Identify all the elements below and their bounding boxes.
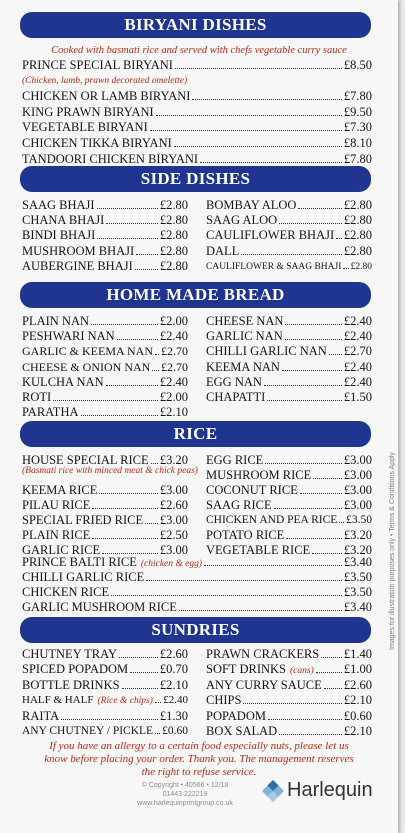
item-price: £3.00: [159, 483, 188, 497]
menu-item: [22, 136, 372, 151]
dot-leader: [321, 648, 342, 658]
menu-item: [22, 724, 188, 737]
menu-item: [206, 647, 372, 662]
item-price: £2.40: [343, 329, 372, 344]
menu-item: [206, 483, 372, 498]
item-name: BINDI BHAJI: [22, 228, 96, 243]
item-name: CAULIFLOWER & SAAG BHAJI: [206, 261, 342, 272]
item-name: CHANA BHAJI: [22, 213, 105, 228]
item-price: £2.40: [343, 314, 372, 328]
menu-item: [206, 678, 372, 693]
dot-leader: [122, 679, 158, 689]
rice-heading: RICE: [20, 421, 371, 447]
dot-leader: [92, 529, 157, 539]
item-name: KEEMA RICE: [22, 483, 98, 497]
item-name: ANY CURRY SAUCE: [206, 677, 322, 692]
item-name: CHICKEN TIKKA BIRYANI: [22, 136, 172, 150]
item-name: POTATO RICE: [206, 528, 285, 542]
dot-leader: [192, 90, 341, 100]
dot-leader: [339, 513, 344, 523]
menu-item: [206, 662, 372, 677]
item-price: £2.40: [159, 374, 188, 389]
menu-item: [206, 360, 372, 375]
item-name: SAAG RICE: [206, 498, 272, 512]
dot-leader: [279, 725, 342, 735]
dot-leader: [130, 663, 158, 673]
dot-leader: [316, 663, 342, 673]
dot-leader: [97, 229, 158, 239]
dot-leader: [119, 648, 158, 658]
item-price: £2.80: [159, 228, 188, 243]
item-name: PARATHA: [22, 405, 79, 420]
item-name: MUSHROOM BHAJI: [22, 243, 135, 258]
menu-item: [22, 600, 372, 615]
item-name: EGG RICE: [206, 453, 264, 467]
dot-leader: [175, 59, 342, 69]
menu-item: [22, 678, 188, 693]
item-price: £2.40: [343, 359, 372, 374]
item-price: £2.80: [343, 243, 372, 258]
dot-leader: [241, 245, 342, 255]
menu-item: [206, 390, 372, 405]
dot-leader: [155, 693, 161, 703]
menu-item: [206, 375, 372, 390]
item-price: £1.30: [159, 708, 188, 723]
menu-item: [22, 555, 372, 570]
item-price: £3.40: [343, 555, 372, 569]
item-price: £2.60: [343, 677, 372, 692]
item-name: PESHWARI NAN: [22, 329, 115, 344]
item-price: £7.80: [343, 89, 372, 104]
item-name: PRINCE SPECIAL BIRYANI: [22, 58, 173, 72]
item-note: (Rice & chips): [97, 696, 153, 707]
item-name: PRINCE BALTI RICE: [22, 555, 137, 569]
item-price: £2.40: [163, 694, 188, 707]
brand-name: Harlequin: [287, 779, 373, 801]
dot-leader: [279, 214, 342, 224]
dot-leader: [146, 571, 342, 581]
menu-item: [206, 468, 372, 483]
item-price: £3.20: [159, 453, 188, 467]
dot-leader: [329, 345, 342, 355]
item-name: SPECIAL FRIED RICE: [22, 513, 144, 527]
item-name: CHEESE NAN: [206, 314, 284, 328]
allergy-notice: If you have an allergy to a certain food especially nuts, please let us know before placing your order. Thank you. The management reserves the right to refuse service.: [44, 740, 354, 778]
house-rice-note: (Basmati rice with minced meat & chick peas): [22, 466, 198, 476]
item-name: MUSHROOM RICE: [206, 468, 312, 482]
item-price: £2.80: [343, 198, 372, 212]
item-name: EGG NAN: [206, 374, 262, 389]
item-price: £2.80: [159, 258, 188, 273]
item-name: BOMBAY ALOO: [206, 198, 297, 212]
item-price: £3.00: [343, 453, 372, 467]
menu-item: [206, 344, 372, 359]
item-price: £3.00: [159, 543, 188, 557]
menu-item: [206, 709, 372, 724]
menu-item: [22, 483, 188, 498]
item-price: £3.40: [343, 600, 372, 614]
dot-leader: [145, 514, 158, 524]
menu-item: [22, 709, 188, 724]
item-name: POPADOM: [206, 708, 266, 723]
sundries-heading: SUNDRIES: [20, 617, 371, 643]
menu-item: [22, 585, 372, 600]
dot-leader: [81, 406, 158, 416]
item-name: BOTTLE DRINKS: [22, 677, 120, 692]
item-note: (chicken & egg): [140, 559, 203, 569]
item-price: £2.80: [159, 198, 188, 212]
item-name: CHICKEN OR LAMB BIRYANI: [22, 89, 191, 104]
item-price: £0.70: [159, 662, 188, 677]
menu-item: [22, 329, 188, 344]
item-price: £2.70: [161, 359, 188, 374]
dot-leader: [282, 361, 342, 371]
dot-leader: [268, 710, 342, 720]
item-name: HALF & HALF: [22, 694, 94, 707]
item-price: £8.10: [343, 136, 372, 150]
dot-leader: [61, 710, 158, 720]
item-name: CHAPATTI: [206, 390, 266, 404]
item-name: SAAG ALOO: [206, 213, 278, 228]
item-price: £2.40: [159, 329, 188, 344]
dot-leader: [106, 376, 158, 386]
menu-item: [22, 528, 188, 543]
item-price: £7.80: [343, 151, 372, 166]
menu-item: [22, 120, 372, 135]
item-name: GARLIC & KEEMA NAN: [22, 344, 153, 359]
item-name: CHIPS: [206, 693, 242, 708]
dot-leader: [179, 601, 342, 611]
menu-item: [22, 259, 188, 274]
item-price: £1.00: [343, 662, 372, 677]
dot-leader: [117, 330, 158, 340]
dot-leader: [285, 330, 342, 340]
item-price: £2.60: [159, 498, 188, 512]
dot-leader: [274, 499, 342, 509]
item-price: £3.50: [346, 514, 372, 526]
item-price: £2.00: [159, 390, 188, 404]
item-name: PRAWN CRACKERS: [206, 647, 320, 661]
menu-item: [22, 58, 372, 73]
item-price: £2.00: [159, 314, 188, 328]
item-name: CHICKEN RICE: [22, 585, 110, 599]
item-name: ROTI: [22, 390, 52, 404]
item-price: £3.00: [343, 468, 372, 482]
menu-item: [206, 259, 372, 272]
item-price: £3.00: [343, 498, 372, 512]
menu-item: [22, 498, 188, 513]
dot-leader: [264, 376, 342, 386]
menu-item: [22, 152, 372, 167]
menu-item: [206, 498, 372, 513]
item-name: GARLIC MUSHROOM RICE: [22, 600, 177, 614]
biryani-heading: BIRYANI DISHES: [20, 12, 371, 38]
item-name: PILAU RICE: [22, 498, 91, 512]
item-name: SAAG BHAJI: [22, 198, 95, 212]
dot-leader: [267, 391, 342, 401]
item-price: £8.50: [343, 58, 372, 72]
item-name: GARLIC NAN: [206, 329, 283, 344]
item-name: SPICED POPADOM: [22, 662, 129, 677]
item-name: KEEMA NAN: [206, 359, 280, 374]
item-price: £3.20: [343, 528, 372, 542]
footer-phone: 01443 222219: [162, 791, 208, 798]
menu-item: [206, 693, 372, 708]
item-name: CAULIFLOWER BHAJI: [206, 228, 335, 243]
item-name: SOFT DRINKS: [206, 662, 286, 677]
menu-item: [206, 528, 372, 543]
item-name: BOX SALAD: [206, 724, 278, 738]
menu-item: [206, 244, 372, 259]
menu-item: [206, 453, 372, 468]
dot-leader: [174, 137, 342, 147]
menu-item: [22, 405, 188, 420]
dot-leader: [343, 259, 348, 269]
item-name: RAITA: [22, 708, 60, 723]
dot-leader: [156, 106, 342, 116]
dot-leader: [97, 199, 158, 209]
menu-item: [206, 329, 372, 344]
item-price: £2.70: [161, 344, 188, 359]
item-price: £2.10: [159, 677, 188, 692]
item-name: ANY CHUTNEY / PICKLE: [22, 725, 154, 737]
dot-leader: [151, 454, 158, 464]
menu-item: [206, 724, 372, 739]
item-price: £2.80: [343, 213, 372, 228]
footer-copyright: © Copyright • 40566 • 12/18: [141, 782, 229, 789]
disclaimer-vertical: Images for illustration purposes only • Terms & Conditions Apply: [389, 451, 396, 650]
dot-leader: [324, 679, 342, 689]
menu-item: [22, 89, 372, 104]
menu-item: [206, 314, 372, 329]
item-name: PLAIN RICE: [22, 528, 91, 542]
item-price: £2.60: [159, 647, 188, 661]
item-price: £3.50: [343, 585, 372, 599]
item-name: PLAIN NAN: [22, 314, 90, 328]
item-name: HOUSE SPECIAL RICE: [22, 453, 149, 467]
dot-leader: [200, 153, 342, 163]
item-price: £3.00: [343, 483, 372, 497]
item-name: COCONUT RICE: [206, 483, 298, 497]
dot-leader: [99, 484, 158, 494]
item-name: GARLIC RICE: [22, 543, 101, 557]
item-price: £2.80: [159, 213, 188, 228]
item-price: £2.80: [350, 261, 372, 272]
item-price: £2.40: [343, 374, 372, 389]
dot-leader: [312, 544, 342, 554]
dot-leader: [313, 469, 342, 479]
footer-website: www.harlequinprintgroup.co.uk: [137, 800, 233, 807]
item-note: (cans): [290, 666, 314, 677]
item-price: £2.50: [159, 528, 188, 542]
dot-leader: [300, 484, 342, 494]
biryani-subtitle: Cooked with basmati rice and served with chefs vegetable curry sauce: [51, 45, 347, 56]
item-name: DALL: [206, 243, 240, 258]
item-price: £0.60: [343, 708, 372, 723]
dot-leader: [150, 121, 342, 131]
biryani-note: (Chicken, lamb, prawn decorated omelette): [22, 76, 188, 86]
menu-item: [206, 198, 372, 213]
dot-leader: [102, 544, 158, 554]
menu-item: [22, 360, 188, 375]
item-name: CHILLI GARLIC NAN: [206, 344, 327, 359]
menu-item: [22, 570, 372, 585]
item-name: CHEESE & ONION NAN: [22, 359, 151, 374]
menu-item: [22, 244, 188, 259]
menu-item: [22, 105, 372, 120]
item-price: £2.10: [343, 693, 372, 708]
item-name: CHUTNEY TRAY: [22, 647, 118, 661]
menu-item: [206, 513, 372, 526]
item-price: £3.50: [343, 570, 372, 584]
menu-item: [22, 390, 188, 405]
menu-item: [22, 344, 188, 359]
diamond-logo-icon: [262, 780, 284, 802]
dot-leader: [155, 724, 160, 734]
item-price: £2.70: [343, 344, 372, 359]
side-dishes-heading: SIDE DISHES: [20, 166, 371, 192]
dot-leader: [285, 315, 341, 325]
bread-heading: HOME MADE BREAD: [20, 282, 371, 308]
menu-item: [22, 647, 188, 662]
item-price: £2.80: [343, 228, 372, 243]
dot-leader: [91, 315, 158, 325]
dot-leader: [243, 694, 341, 704]
dot-leader: [265, 454, 342, 464]
menu-item: [22, 693, 188, 706]
menu-item: [22, 662, 188, 677]
item-name: VEGETABLE RICE: [206, 543, 311, 557]
item-price: £2.10: [343, 724, 372, 738]
dot-leader: [111, 586, 342, 596]
item-name: TANDOORI CHICKEN BIRYANI: [22, 151, 199, 166]
item-name: CHILLI GARLIC RICE: [22, 570, 145, 584]
item-price: £7.30: [343, 120, 372, 135]
menu-item: [22, 213, 188, 228]
dot-leader: [298, 199, 341, 209]
item-price: £3.20: [343, 543, 372, 557]
dot-leader: [136, 245, 158, 255]
dot-leader: [135, 260, 158, 270]
menu-item: [22, 228, 188, 243]
dot-leader: [106, 214, 158, 224]
menu-item: [22, 513, 188, 528]
dot-leader: [204, 556, 342, 566]
item-price: £1.40: [343, 647, 372, 661]
item-name: KULCHA NAN: [22, 374, 104, 389]
menu-item: [206, 213, 372, 228]
menu-item: [22, 314, 188, 329]
item-price: £2.10: [159, 405, 188, 420]
item-price: £3.00: [159, 513, 188, 527]
item-name: VEGETABLE BIRYANI: [22, 120, 148, 135]
dot-leader: [53, 391, 158, 401]
menu-item: [22, 375, 188, 390]
dot-leader: [336, 229, 342, 239]
item-name: CHICKEN AND PEA RICE: [206, 514, 338, 526]
harlequin-logo: [262, 779, 373, 802]
menu-item: [206, 228, 372, 243]
dot-leader: [155, 345, 159, 355]
menu-item: [22, 198, 188, 213]
dot-leader: [92, 499, 157, 509]
dot-leader: [286, 529, 342, 539]
item-name: KING PRAWN BIRYANI: [22, 104, 154, 119]
item-price: £1.50: [343, 390, 372, 404]
item-name: AUBERGINE BHAJI: [22, 258, 133, 273]
item-price: £2.80: [159, 243, 188, 258]
item-price: £0.60: [162, 725, 188, 737]
item-price: £9.50: [343, 104, 372, 119]
dot-leader: [152, 361, 159, 371]
